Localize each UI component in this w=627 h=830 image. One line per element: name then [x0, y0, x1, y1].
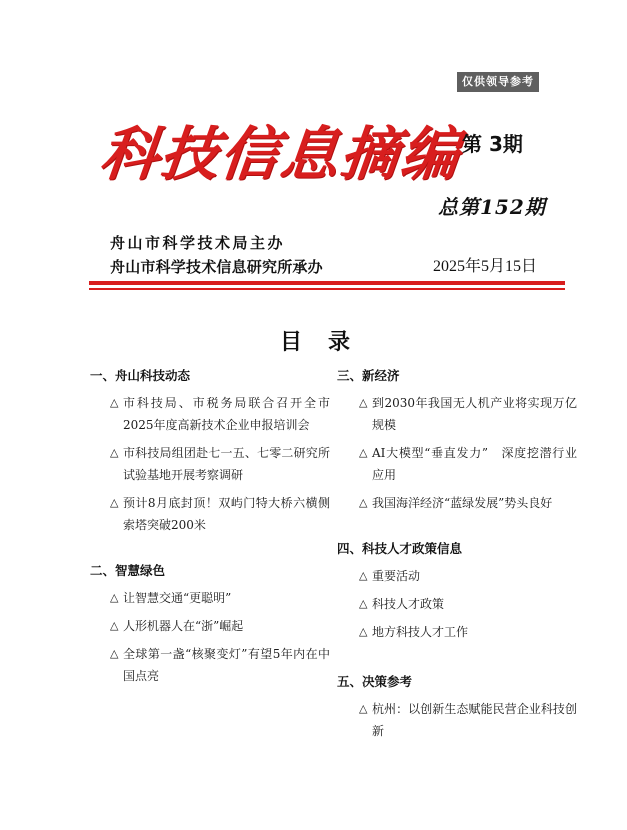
toc-item-text: 杭州：以创新生态赋能民营企业科技创新	[372, 702, 577, 738]
toc-item[interactable]	[359, 593, 577, 615]
triangle-bullet-icon: △	[359, 569, 368, 582]
toc-section-heading: 三、新经济	[337, 368, 400, 383]
publish-date: 2025年5月15日	[433, 258, 538, 275]
toc-section	[90, 365, 330, 536]
toc-item[interactable]	[359, 698, 577, 742]
toc-section	[90, 560, 330, 687]
toc-item-text: 重要活动	[372, 569, 421, 583]
toc-item[interactable]	[359, 492, 577, 514]
internal-use-badge: 仅供领导参考	[457, 72, 539, 92]
toc-section	[337, 538, 577, 643]
triangle-bullet-icon: △	[110, 619, 119, 632]
triangle-bullet-icon: △	[359, 625, 368, 638]
triangle-bullet-icon: △	[359, 702, 368, 715]
toc-item-text: 预计8月底封顶！双屿门特大桥六横侧索塔突破200米	[123, 496, 330, 532]
toc-item-text: 人形机器人在“浙”崛起	[123, 619, 244, 633]
toc-item[interactable]	[359, 442, 577, 486]
triangle-bullet-icon: △	[110, 446, 119, 459]
toc-item-text: AI大模型“垂直发力” 深度挖潜行业应用	[372, 446, 577, 482]
toc-item-text: 市科技局、市税务局联合召开全市2025年度高新技术企业申报培训会	[123, 396, 330, 432]
triangle-bullet-icon: △	[359, 597, 368, 610]
toc-left-column	[90, 365, 330, 703]
toc-item[interactable]	[359, 392, 577, 436]
triangle-bullet-icon: △	[110, 496, 119, 509]
triangle-bullet-icon: △	[110, 396, 119, 409]
toc-section-heading: 二、智慧绿色	[90, 563, 166, 578]
toc-item[interactable]	[359, 565, 577, 587]
toc-item-text: 市科技局组团赴七一五、七零二研究所试验基地开展考察调研	[123, 446, 330, 482]
toc-section-heading: 四、科技人才政策信息	[337, 541, 463, 556]
toc-section-heading: 五、决策参考	[337, 674, 413, 689]
toc-right-column	[337, 365, 577, 758]
triangle-bullet-icon: △	[110, 647, 119, 660]
toc-section	[337, 671, 577, 742]
issue-number: 第 3期	[462, 132, 523, 156]
toc-item[interactable]	[110, 492, 330, 536]
masthead-title: 科技信息摘编	[96, 120, 465, 188]
toc-item-text: 让智慧交通“更聪明”	[123, 591, 232, 605]
toc-section-heading: 一、舟山科技动态	[90, 368, 191, 383]
header-rule-thin	[89, 288, 565, 290]
triangle-bullet-icon: △	[359, 496, 368, 509]
toc-item[interactable]	[110, 587, 330, 609]
triangle-bullet-icon: △	[359, 396, 368, 409]
toc-title: 目录	[280, 330, 377, 355]
toc-item[interactable]	[110, 392, 330, 436]
organizer-line: 舟山市科学技术信息研究所承办	[110, 258, 323, 276]
toc-item[interactable]	[110, 442, 330, 486]
sponsor-line: 舟山市科学技术局主办	[110, 234, 286, 252]
toc-item-text: 地方科技人才工作	[372, 625, 469, 639]
toc-item-text: 到2030年我国无人机产业将实现万亿规模	[372, 396, 577, 432]
total-issue-number: 总第152期	[438, 195, 546, 219]
triangle-bullet-icon: △	[359, 446, 368, 459]
toc-item-text: 科技人才政策	[372, 597, 445, 611]
header-rule-thick	[89, 281, 565, 285]
toc-section	[337, 365, 577, 514]
toc-item-text: 我国海洋经济“蓝绿发展”势头良好	[372, 496, 553, 510]
toc-item[interactable]	[110, 643, 330, 687]
toc-item-text: 全球第一盏“核聚变灯”有望5年内在中国点亮	[123, 647, 330, 683]
toc-item[interactable]	[110, 615, 330, 637]
triangle-bullet-icon: △	[110, 591, 119, 604]
toc-item[interactable]	[359, 621, 577, 643]
